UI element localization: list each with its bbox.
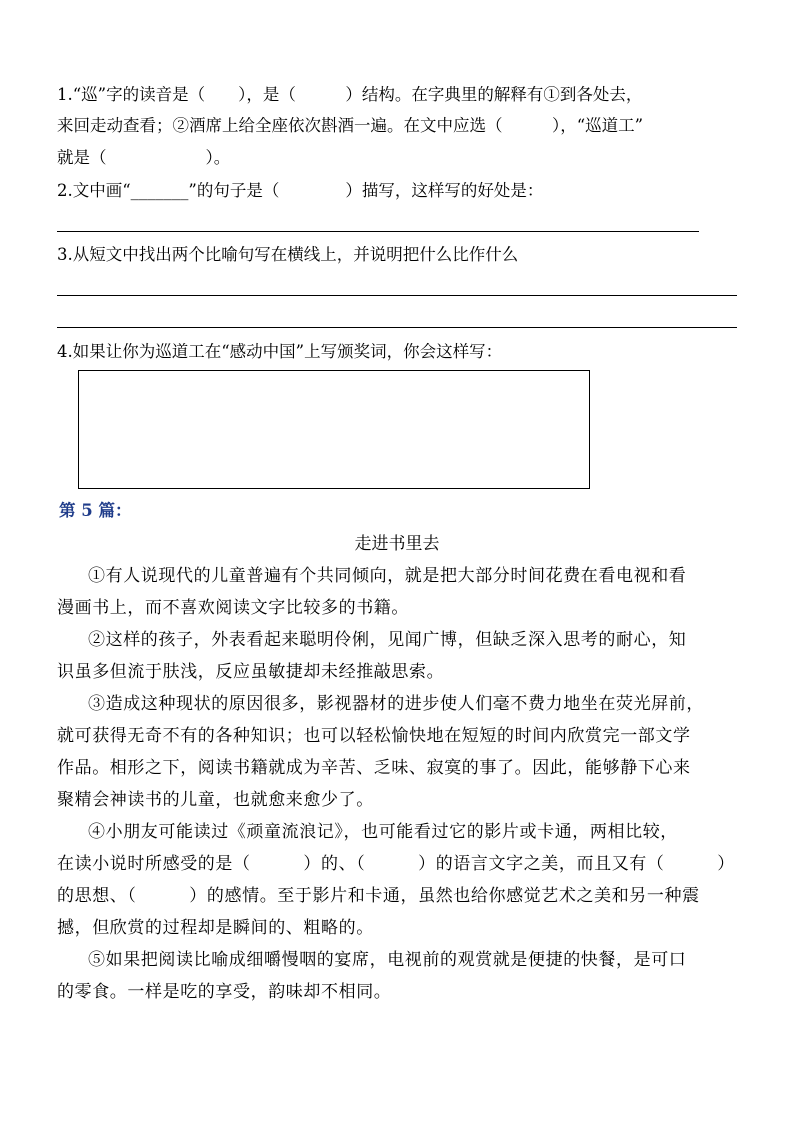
section-heading: 第 5 篇： [59, 501, 132, 520]
passage-line: ③造成这种现状的原因很多，影视器材的进步使人们毫不费力地坐在荧光屏前， [88, 694, 704, 714]
question-3-line-1: 3.从短文中找出两个比喻句写在横线上，并说明把什么比作什么 [57, 245, 519, 264]
question-2-line-1: 2.文中画“_______”的句子是（ ）描写，这样写的好处是： [57, 181, 544, 200]
passage-line: 就可获得无奇不有的各种知识；也可以轻松愉快地在短短的时间内欣赏完一部文学 [57, 726, 691, 746]
passage-line: 识虽多但流于肤浅，反应虽敏捷却未经推敲思索。 [57, 662, 445, 682]
question-1-line-1: 1.“巡”字的读音是（ ），是（ ）结构。在字典里的解释有①到各处去， [57, 85, 643, 104]
passage-line: ④小朋友可能读过《顽童流浪记》，也可能看过它的影片或卡通，两相比较， [88, 822, 678, 842]
passage-title: 走进书里去 [354, 534, 440, 554]
passage-line: 聚精会神读书的儿童，也就愈来愈少了。 [57, 790, 374, 810]
passage-line: 作品。相形之下，阅读书籍就成为辛苦、乏味、寂寞的事了。因此，能够静下心来 [57, 758, 691, 778]
passage-line: ⑤如果把阅读比喻成细嚼慢咽的宴席，电视前的观赏就是便捷的快餐，是可口 [88, 950, 687, 970]
question-3-answer-rule-1[interactable] [57, 295, 737, 296]
passage-line: 的零食。一样是吃的享受，韵味却不相同。 [57, 982, 392, 1002]
passage-line: ①有人说现代的儿童普遍有个共同倾向，就是把大部分时间花费在看电视和看 [88, 566, 687, 586]
passage-line: 的思想、（ ）的感情。至于影片和卡通，虽然也给你感觉艺术之美和另一种震 [57, 886, 700, 906]
passage-line: 在读小说时所感受的是（ ）的、（ ）的语言文字之美，而且又有（ ） [57, 854, 735, 874]
passage-line: 漫画书上，而不喜欢阅读文字比较多的书籍。 [57, 598, 409, 618]
question-4-answer-box[interactable] [78, 370, 590, 489]
question-1-line-3: 就是（ ）。 [57, 148, 231, 167]
question-2-answer-rule[interactable] [57, 231, 699, 232]
question-3-answer-rule-2[interactable] [57, 327, 737, 328]
question-4-line-1: 4.如果让你为巡道工在“感动中国”上写颁奖词，你会这样写： [57, 342, 503, 361]
passage-line: ②这样的孩子，外表看起来聪明伶俐，见闻广博，但缺乏深入思考的耐心，知 [88, 630, 687, 650]
question-1-line-2: 来回走动查看；②酒席上给全座依次斟酒一遍。在文中应选（ ），“巡道工” [57, 116, 644, 135]
passage-line: 撼，但欣赏的过程却是瞬间的、粗略的。 [57, 918, 374, 938]
